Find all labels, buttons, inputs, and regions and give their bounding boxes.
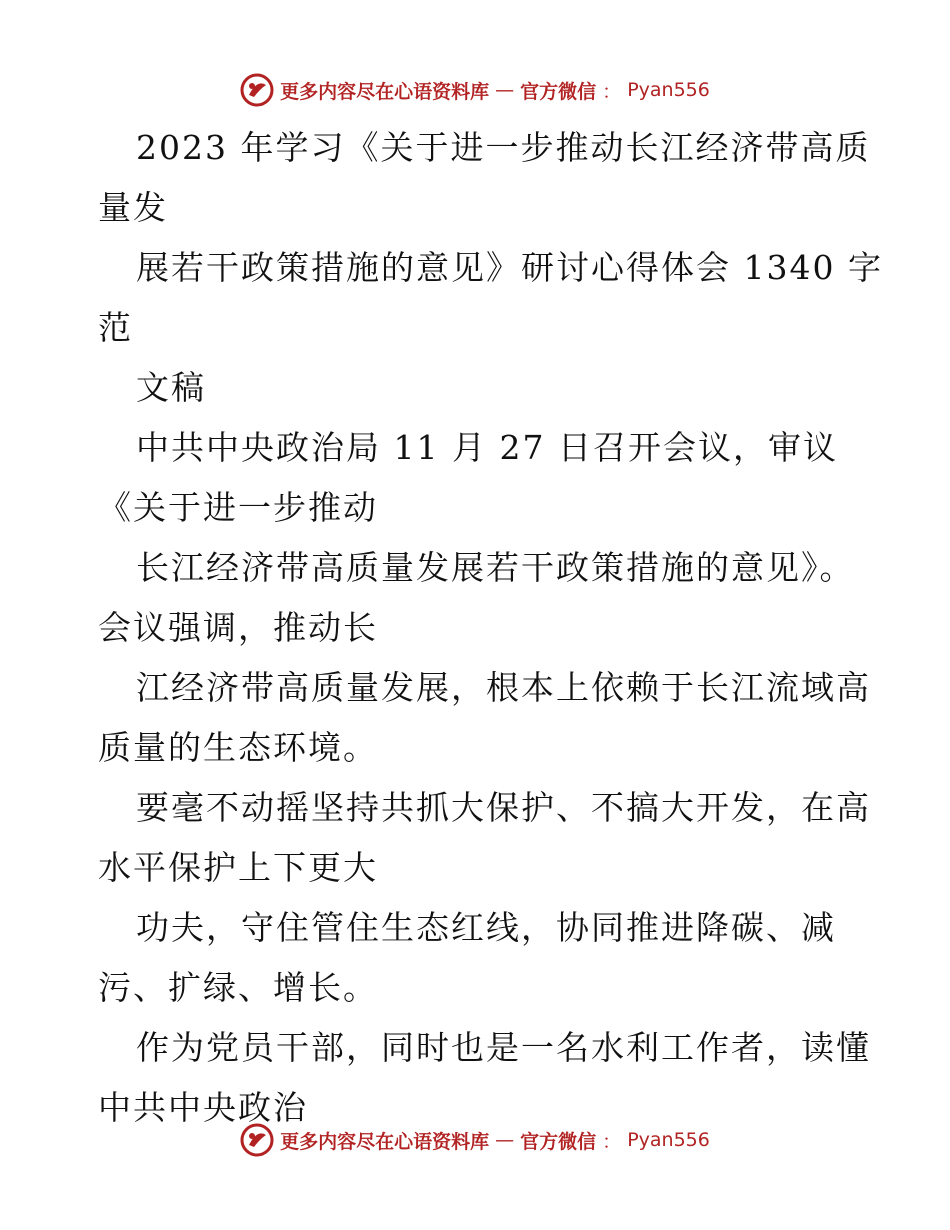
banner-wechat-label: 官方微信: [520, 80, 597, 103]
banner-dash: —: [495, 79, 515, 101]
text-line: 文稿: [136, 368, 206, 407]
banner-content: [240, 1123, 710, 1157]
text-line: 中共中央政治: [98, 1088, 308, 1127]
document-body: [98, 118, 883, 1138]
banner-dash: —: [495, 1129, 515, 1151]
text-line: 水平保护上下更大: [98, 848, 378, 887]
text-line: 质量的生态环境。: [98, 728, 378, 767]
text-line: 会议强调，推动长: [98, 608, 378, 647]
banner-wechat-id: Pyan556: [627, 79, 710, 101]
text-line: 江经济带高质量发展，根本上依赖于长江流域高: [136, 668, 871, 707]
text-line: 要毫不动摇坚持共抓大保护、不搞大开发，在高: [136, 788, 871, 827]
header-banner: [0, 70, 950, 110]
text-line: 2023 年学习《关于进一步推动长江经济带高质: [136, 128, 871, 167]
text-line: 污、扩绿、增长。: [98, 968, 378, 1007]
banner-colon: ：: [602, 1130, 622, 1153]
banner-wechat-label: 官方微信: [520, 1130, 597, 1153]
banner-slogan: 更多内容尽在心语资料库: [280, 80, 490, 103]
text-line: 作为党员干部，同时也是一名水利工作者，读懂: [136, 1028, 871, 1067]
logo-icon: [240, 73, 274, 107]
text-line: 范: [98, 308, 133, 347]
text-line: 展若干政策措施的意见》研讨心得体会 1340 字: [136, 248, 883, 287]
text-line: 功夫，守住管住生态红线，协同推进降碳、减: [136, 908, 836, 947]
banner-colon: ：: [602, 80, 622, 103]
text-line: 长江经济带高质量发展若干政策措施的意见》。: [136, 548, 855, 587]
logo-icon: [240, 1123, 274, 1157]
text-line: 量发: [98, 188, 168, 227]
banner-slogan: 更多内容尽在心语资料库: [280, 1130, 490, 1153]
text-line: 《关于进一步推动: [98, 488, 378, 527]
footer-banner: [0, 1120, 950, 1160]
text-line: 中共中央政治局 11 月 27 日召开会议，审议: [136, 428, 838, 467]
banner-wechat-id: Pyan556: [627, 1129, 710, 1151]
banner-content: [240, 73, 710, 107]
